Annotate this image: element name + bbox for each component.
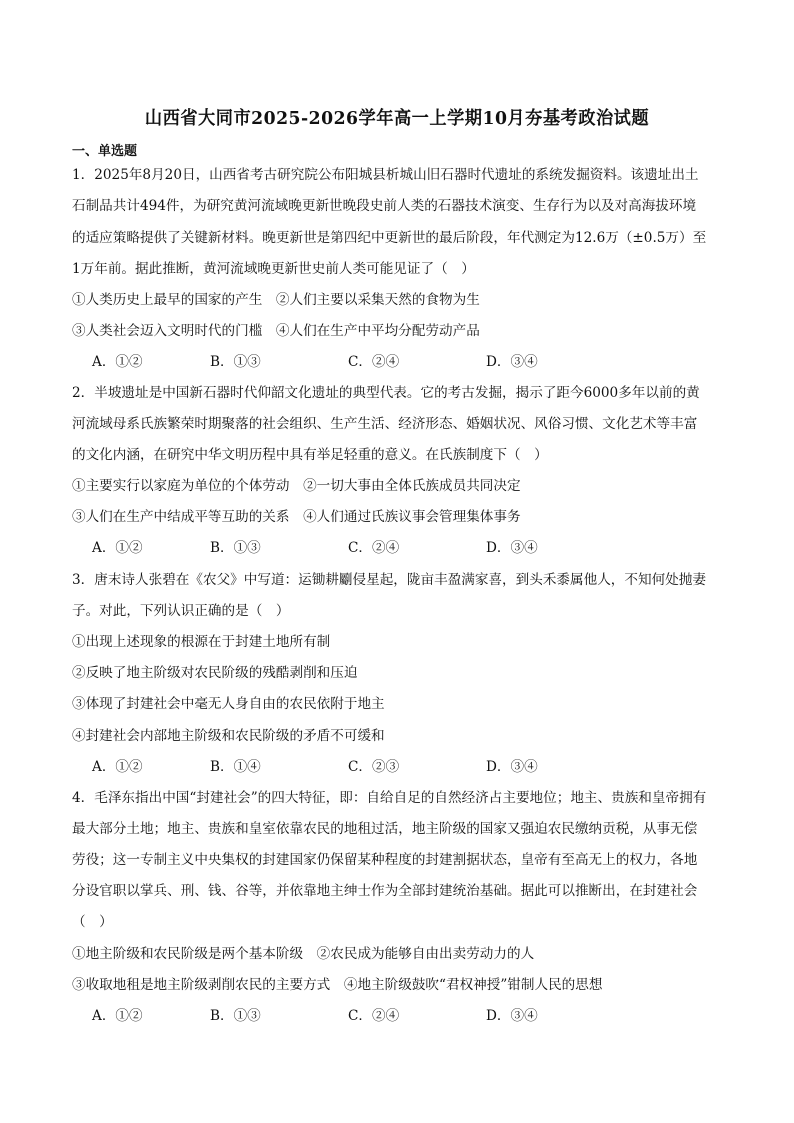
question-3-option-d: D．③④ <box>486 759 538 775</box>
question-2-option-a: A．①② <box>92 540 143 556</box>
question-1-option-c: C．②④ <box>348 354 400 370</box>
question-1-line-1: 1．2025年8月20日，山西省考古研究院公布阳城县析城山旧石器时代遗址的系统发掘资料。该遗址出土 <box>72 167 699 183</box>
question-2-option-c: C．②④ <box>348 540 400 556</box>
question-4-line-1: 4．毛泽东指出中国“封建社会”的四大特征，即：自给自足的自然经济占主要地位；地主、贵族和皇帝拥有 <box>72 790 707 806</box>
question-1-option-d: D．③④ <box>486 354 538 370</box>
question-4-statement-2: ③收取地租是地主阶级剥削农民的主要方式 ④地主阶级鼓吹“君权神授”钳制人民的思想 <box>72 977 603 993</box>
question-3-option-a: A．①② <box>92 759 143 775</box>
question-1-line-2: 石制品共计494件，为研究黄河流域晚更新世晚段史前人类的石器技术演变、生存行为以及对高海拔环境 <box>72 198 697 214</box>
question-4-statement-1: ①地主阶级和农民阶级是两个基本阶级 ②农民成为能够自由出卖劳动力的人 <box>72 946 535 962</box>
question-1-line-3: 的适应策略提供了关键新材料。晚更新世是第四纪中更新世的最后阶段，年代测定为12.6万（±0.5万）至 <box>72 230 707 246</box>
question-4-line-3: 劳役；这一专制主义中央集权的封建国家仍保留某种程度的封建割据状态，皇帝有至高无上的权力，各地 <box>72 852 698 868</box>
question-3-statement-4: ④封建社会内部地主阶级和农民阶级的矛盾不可缓和 <box>72 728 385 744</box>
question-2-line-2: 河流域母系氏族繁荣时期聚落的社会组织、生产生活、经济形态、婚姻状况、风俗习惯、文化艺术等丰富 <box>72 416 698 432</box>
section-heading: 一、单选题 <box>72 144 138 159</box>
question-4-line-5: （ ） <box>72 914 113 930</box>
question-2-statement-1: ①主要实行以家庭为单位的个体劳动 ②一切大事由全体氏族成员共同决定 <box>72 478 521 494</box>
question-2-line-1: 2．半坡遗址是中国新石器时代仰韶文化遗址的典型代表。它的考古发掘，揭示了距今6000多年以前的黄 <box>72 385 700 401</box>
question-3-statement-2: ②反映了地主阶级对农民阶级的残酷剥削和压迫 <box>72 665 358 681</box>
question-4-option-c: C．②④ <box>348 1008 400 1024</box>
question-3-statement-3: ③体现了封建社会中毫无人身自由的农民依附于地主 <box>72 696 385 712</box>
question-4-option-a: A．①② <box>92 1008 143 1024</box>
question-2-line-3: 的文化内涵，在研究中华文明历程中具有举足轻重的意义。在氏族制度下（ ） <box>72 447 548 463</box>
question-4-line-2: 最大部分土地；地主、贵族和皇室依靠农民的地租过活，地主阶级的国家又强迫农民缴纳贡税，从事无偿 <box>72 821 698 837</box>
question-1-line-4: 1万年前。据此推断，黄河流域晚更新世史前人类可能见证了（ ） <box>72 261 475 277</box>
question-4-option-b: B．①③ <box>210 1008 261 1024</box>
question-2-option-d: D．③④ <box>486 540 538 556</box>
question-3-option-c: C．②③ <box>348 759 400 775</box>
question-1-option-a: A．①② <box>92 354 143 370</box>
question-4-option-d: D．③④ <box>486 1008 538 1024</box>
exam-title: 山西省大同市2025-2026学年高一上学期10月夯基考政治试题 <box>144 108 650 129</box>
question-4-line-4: 分设官职以掌兵、刑、钱、谷等，并依靠地主绅士作为全部封建统治基础。据此可以推断出，在封建社会 <box>72 883 698 899</box>
question-2-statement-2: ③人们在生产中结成平等互助的关系 ④人们通过氏族议事会管理集体事务 <box>72 509 521 525</box>
question-2-option-b: B．①③ <box>210 540 261 556</box>
question-1-statement-1: ①人类历史上最早的国家的产生 ②人们主要以采集天然的食物为生 <box>72 292 480 308</box>
question-3-line-1: 3．唐末诗人张碧在《农父》中写道：运锄耕劚侵星起，陇亩丰盈满家喜，到头禾黍属他人，不知何处抛妻 <box>72 572 706 588</box>
question-3-line-2: 子。对此，下列认识正确的是（ ） <box>72 603 290 619</box>
question-1-statement-2: ③人类社会迈入文明时代的门槛 ④人们在生产中平均分配劳动产品 <box>72 323 480 339</box>
question-3-option-b: B．①④ <box>210 759 261 775</box>
question-1-option-b: B．①③ <box>210 354 261 370</box>
question-3-statement-1: ①出现上述现象的根源在于封建土地所有制 <box>72 634 331 650</box>
